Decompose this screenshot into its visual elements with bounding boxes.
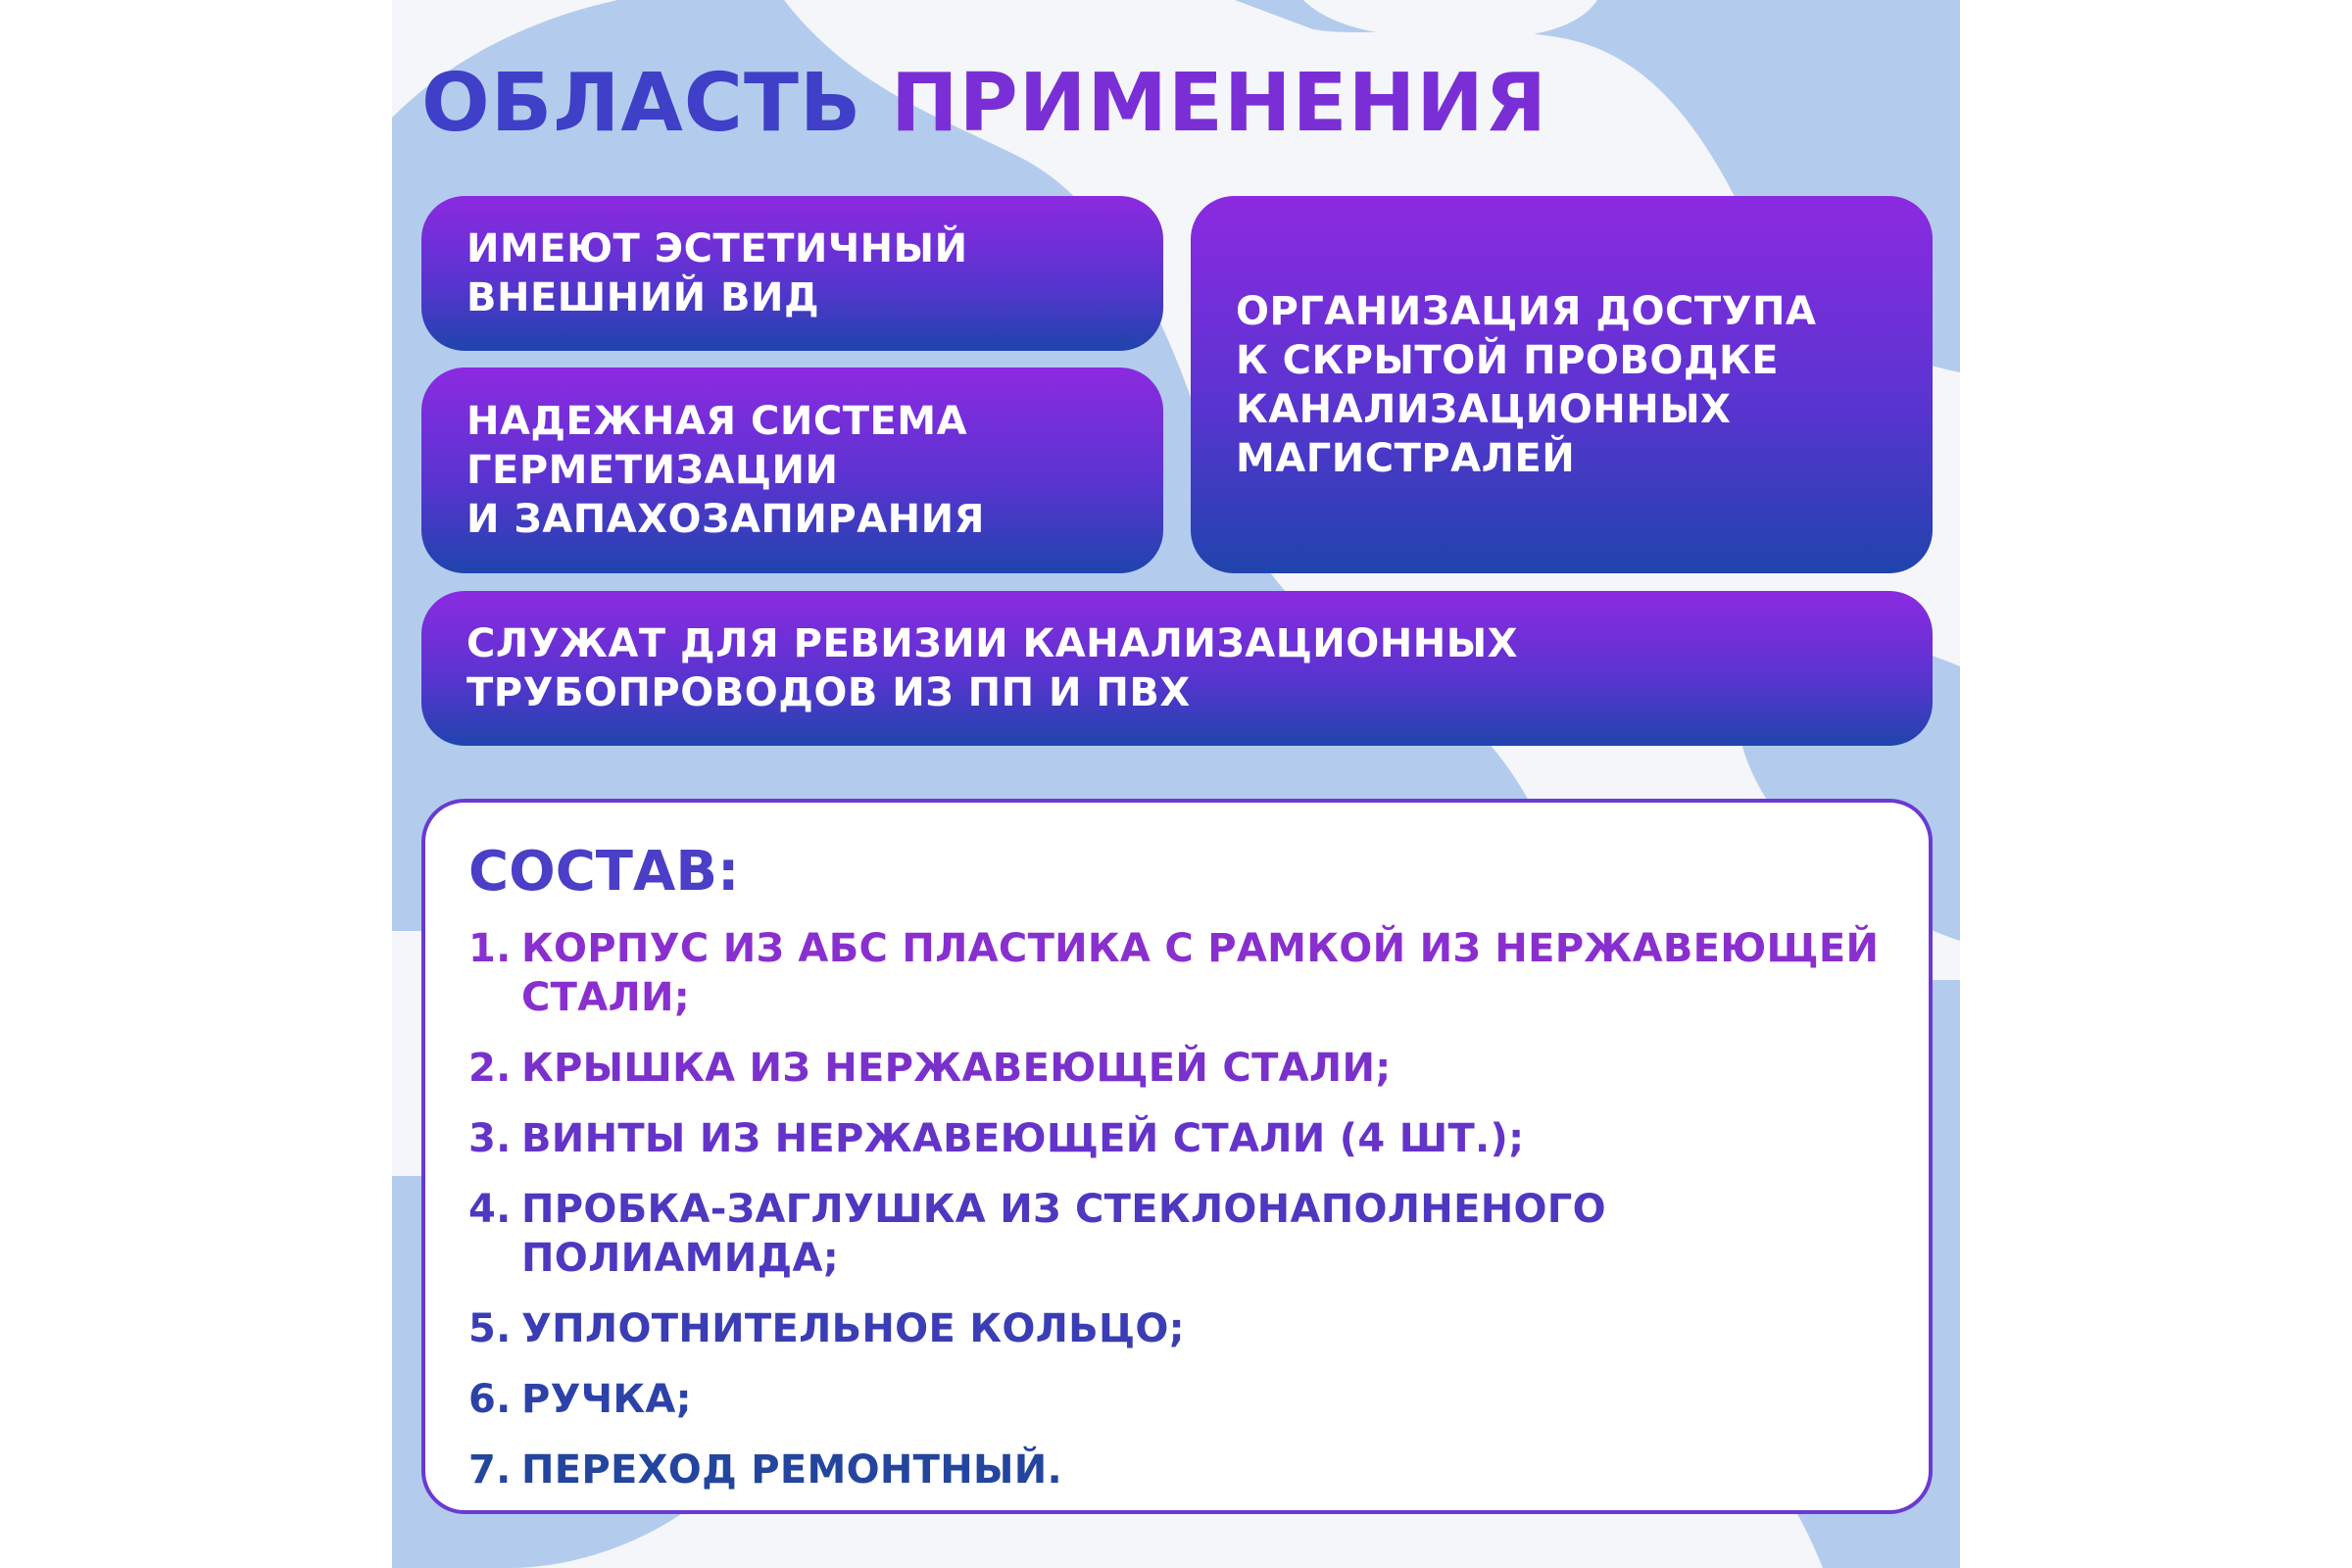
list-item-text: РУЧКА; [521,1377,692,1422]
composition-title: СОСТАВ: [468,840,740,904]
title-word-2: ПРИМЕНЕНИЯ [890,57,1547,150]
list-item-number: 6. [468,1377,512,1422]
feature-card-access [1191,196,1933,573]
list-item-text: ПРОБКА-ЗАГЛУШКА ИЗ СТЕКЛОНАПОЛНЕНОГО ПОЛИАМИДА; [521,1187,1606,1281]
list-item [468,1044,1886,1093]
list-item-text: КРЫШКА ИЗ НЕРЖАВЕЮЩЕЙ СТАЛИ; [521,1046,1392,1091]
feature-card-text: ИМЕЮТ ЭСТЕТИЧНЫЙ ВНЕШНИЙ ВИД [466,226,968,320]
list-item-number: 2. [468,1046,512,1091]
list-item-number: 7. [468,1447,512,1493]
list-item-number: 1. [468,926,512,971]
list-item [468,1185,1886,1283]
list-item-number: 3. [468,1116,512,1161]
title-word-1: ОБЛАСТЬ [421,57,862,150]
list-item-text: УПЛОТНИТЕЛЬНОЕ КОЛЬЦО; [521,1306,1185,1351]
feature-card-aesthetic [421,196,1163,351]
list-item-text: ПЕРЕХОД РЕМОНТНЫЙ. [521,1447,1063,1493]
list-item-number: 5. [468,1306,512,1351]
list-item [468,1114,1886,1163]
feature-card-text: ОРГАНИЗАЦИЯ ДОСТУПА К СКРЫТОЙ ПРОВОДКЕ КАНАЛИЗАЦИОННЫХ МАГИСТРАЛЕЙ [1236,288,1817,481]
list-item [468,1375,1886,1424]
composition-list [468,924,1886,1494]
list-item-number: 4. [468,1187,512,1232]
list-item-text: КОРПУС ИЗ АБС ПЛАСТИКА С РАМКОЙ ИЗ НЕРЖАВЕЮЩЕЙ СТАЛИ; [521,926,1880,1020]
list-item [468,1304,1886,1353]
feature-card-sealing [421,368,1163,573]
list-item [468,924,1886,1022]
feature-card-inspection [421,591,1933,746]
infographic-panel [392,0,1960,1568]
feature-card-text: НАДЕЖНАЯ СИСТЕМА ГЕРМЕТИЗАЦИИ И ЗАПАХОЗАПИРАНИЯ [466,399,985,542]
list-item-text: ВИНТЫ ИЗ НЕРЖАВЕЮЩЕЙ СТАЛИ (4 ШТ.); [521,1116,1525,1161]
list-item [468,1446,1886,1494]
page-title [421,57,1891,150]
composition-box [421,799,1933,1514]
feature-card-text: СЛУЖАТ ДЛЯ РЕВИЗИИ КАНАЛИЗАЦИОННЫХ ТРУБОПРОВОДОВ ИЗ ПП И ПВХ [466,621,1519,715]
